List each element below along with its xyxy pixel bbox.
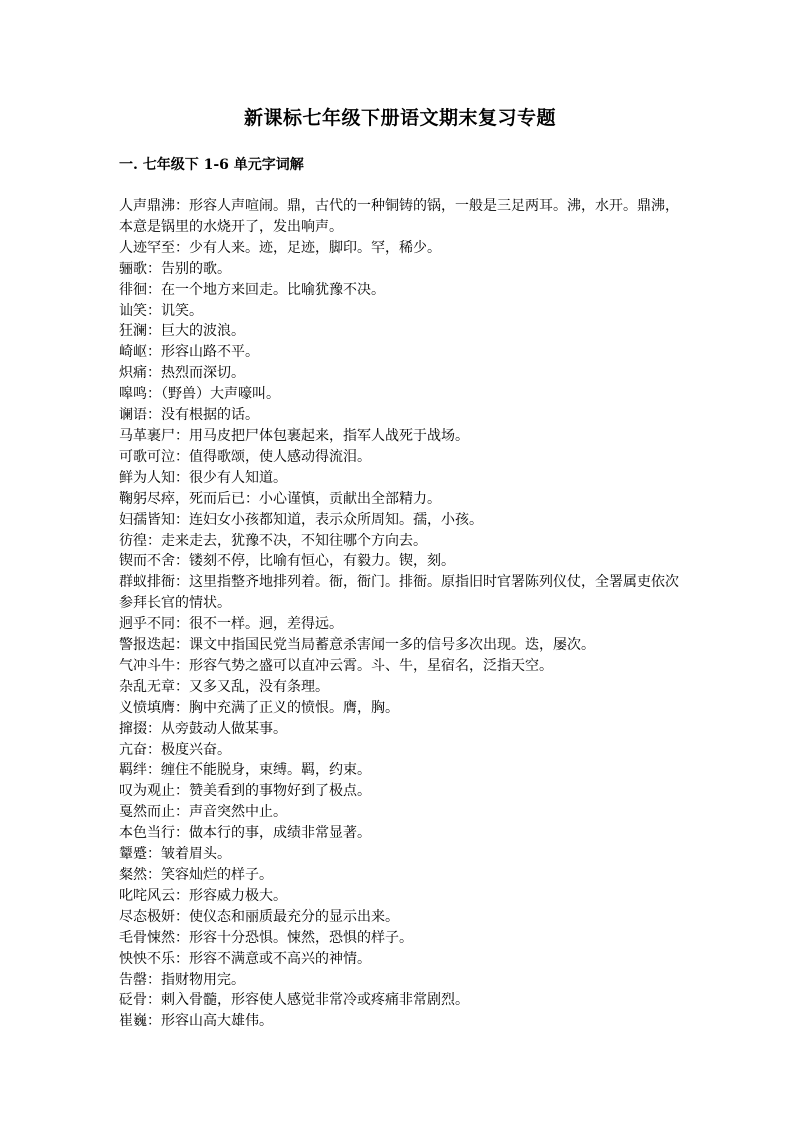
vocabulary-entry: 崎岖：形容山路不平。 (119, 344, 259, 361)
vocabulary-entry: 妇孺皆知：连妇女小孩都知道，表示众所周知。孺，小孩。 (119, 511, 483, 528)
vocabulary-entry: 狂澜：巨大的波浪。 (119, 323, 245, 340)
vocabulary-entry: 警报迭起：课文中指国民党当局蓄意杀害闻一多的信号多次出现。迭，屡次。 (119, 637, 595, 654)
vocabulary-entry: 迥乎不同：很不一样。迥，差得远。 (119, 616, 343, 633)
section-heading: 一. 七年级下 1-6 单元字词解 (119, 157, 304, 173)
vocabulary-entry: 炽痛：热烈而深切。 (119, 365, 245, 382)
vocabulary-entry: 嗥鸣：（野兽）大声嚎叫。 (119, 386, 280, 403)
vocabulary-entry: 撺掇：从旁鼓动人做某事。 (119, 720, 287, 737)
vocabulary-entry: 彷徨：走来走去，犹豫不决，不知往哪个方向去。 (119, 532, 427, 549)
vocabulary-entry: 毛骨悚然：形容十分恐惧。悚然，恐惧的样子。 (119, 929, 413, 946)
vocabulary-entry: 叱咤风云：形容威力极大。 (119, 887, 287, 904)
vocabulary-entry: 群蚁排衙：这里指整齐地排列着。衙，衙门。排衙。原指旧时官署陈列仪仗，全署属吏依次参拜长官的情状。 (119, 574, 679, 612)
vocabulary-entry: 鲜为人知：很少有人知道。 (119, 469, 287, 486)
vocabulary-entry: 徘徊：在一个地方来回走。比喻犹豫不决。 (119, 281, 385, 298)
vocabulary-entry: 戛然而止：声音突然中止。 (119, 804, 287, 821)
vocabulary-entry: 亢奋：极度兴奋。 (119, 741, 231, 758)
document-title: 新课标七年级下册语文期末复习专题 (243, 107, 556, 129)
vocabulary-entry: 骊歌：告别的歌。 (119, 260, 231, 277)
vocabulary-entry: 尽态极妍：使仪态和丽质最充分的显示出来。 (119, 908, 399, 925)
vocabulary-entry: 人迹罕至：少有人来。迹，足迹，脚印。罕，稀少。 (119, 239, 441, 256)
vocabulary-list (119, 196, 691, 1032)
vocabulary-entry: 怏怏不乐：形容不满意或不高兴的神情。 (119, 950, 371, 967)
vocabulary-entry: 气冲斗牛：形容气势之盛可以直冲云霄。斗、牛，星宿名，泛指天空。 (119, 657, 553, 674)
vocabulary-entry: 义愤填膺：胸中充满了正义的愤恨。膺，胸。 (119, 699, 399, 716)
vocabulary-entry: 马革裹尸：用马皮把尸体包裹起来，指军人战死于战场。 (119, 427, 469, 444)
vocabulary-entry: 杂乱无章：又多又乱，没有条理。 (119, 678, 329, 695)
vocabulary-entry: 可歌可泣：值得歌颂，使人感动得流泪。 (119, 448, 371, 465)
vocabulary-entry: 粲然：笑容灿烂的样子。 (119, 867, 273, 883)
vocabulary-entry: 人声鼎沸：形容人声喧闹。鼎，古代的一种铜铸的锅，一般是三足两耳。沸，水开。鼎沸，本意是锅里的水烧开了，发出响声。 (119, 198, 679, 235)
vocabulary-entry: 本色当行：做本行的事，成绩非常显著。 (119, 825, 371, 842)
vocabulary-entry: 砭骨：刺入骨髓，形容使人感觉非常冷或疼痛非常剧烈。 (119, 992, 469, 1009)
vocabulary-entry: 颦蹙：皱着眉头。 (119, 846, 231, 863)
vocabulary-entry: 讪笑：讥笑。 (119, 302, 203, 319)
vocabulary-entry: 谰语：没有根据的话。 (119, 407, 259, 424)
vocabulary-entry: 羁绊：缠住不能脱身，束缚。羁，约束。 (119, 762, 371, 779)
vocabulary-entry: 叹为观止：赞美看到的事物好到了极点。 (119, 783, 371, 800)
vocabulary-entry: 告罄：指财物用完。 (119, 971, 245, 988)
vocabulary-entry: 锲而不舍：镂刻不停，比喻有恒心，有毅力。锲，刻。 (119, 553, 455, 570)
vocabulary-entry: 崔巍：形容山高大雄伟。 (119, 1013, 273, 1030)
vocabulary-entry: 鞠躬尽瘁，死而后已：小心谨慎，贡献出全部精力。 (119, 490, 441, 507)
